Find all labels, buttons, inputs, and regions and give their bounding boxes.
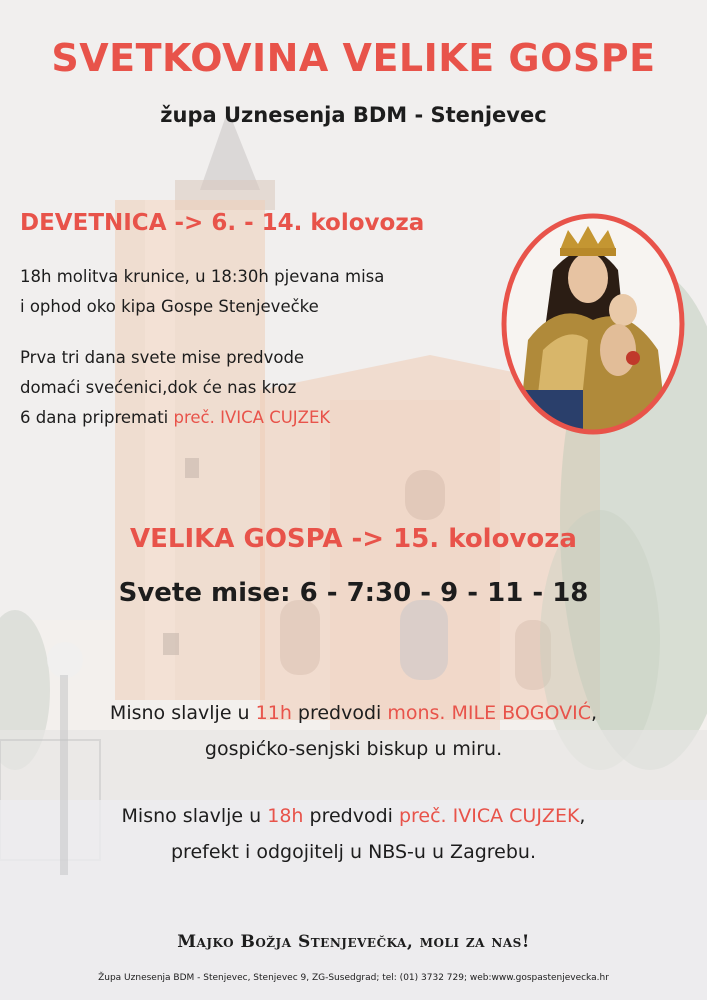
- novena-line-4: domaći svećenici,dok će nas kroz: [20, 378, 297, 397]
- mass-11h-middle: predvodi: [291, 702, 388, 724]
- novena-line-5: [20, 403, 500, 433]
- mass-18h-line-2: prefekt i odgojitelj u NBS-u u Zagrebu.: [170, 841, 537, 863]
- mass-18h-info: [0, 798, 707, 870]
- mass-18h-prefix: Misno slavlje u: [121, 805, 268, 827]
- mass-11h-suffix: ,: [591, 702, 598, 724]
- mass-11h-line-2: gospićko-senjski biskup u miru.: [204, 738, 503, 760]
- novena-line-1: 18h molitva krunice, u 18:30h pjevana misa: [20, 267, 385, 286]
- mass-18h-time: 18h: [267, 805, 304, 827]
- page-title: SVETKOVINA VELIKE GOSPE: [51, 36, 656, 80]
- mass-18h-line-1: [0, 798, 707, 834]
- mass-18h-middle: predvodi: [303, 805, 399, 827]
- novena-heading: DEVETNICA -> 6. - 14. kolovoza: [20, 210, 425, 236]
- mass-11h-prefix: Misno slavlje u: [109, 702, 256, 724]
- mass-times: Svete mise: 6 - 7:30 - 9 - 11 - 18: [118, 578, 589, 608]
- footer-contact: Župa Uznesenja BDM - Stenjevec, Stenjevec 9, ZG-Susedgrad; tel: (01) 3732 729; web:www.gospastenjevecka.hr: [98, 973, 609, 983]
- mass-11h-celebrant: mons. MILE BOGOVIĆ: [387, 702, 592, 724]
- novena-priest-name: preč. IVICA CUJZEK: [173, 408, 331, 427]
- madonna-portrait-image: [498, 210, 688, 438]
- page-subtitle: župa Uznesenja BDM - Stenjevec: [160, 103, 547, 127]
- mass-11h-line-1: [0, 695, 707, 731]
- novena-line-3: Prva tri dana svete mise predvode: [20, 348, 305, 367]
- mass-18h-suffix: ,: [579, 805, 586, 827]
- novena-line-5-prefix: 6 dana pripremati: [20, 408, 174, 427]
- novena-priests: [20, 343, 500, 433]
- novena-schedule: [20, 262, 500, 322]
- feast-heading: VELIKA GOSPA -> 15. kolovoza: [130, 524, 577, 554]
- mass-11h-info: [0, 695, 707, 767]
- novena-line-2: i ophod oko kipa Gospe Stenjevečke: [20, 297, 319, 316]
- mass-18h-celebrant: preč. IVICA CUJZEK: [398, 805, 580, 827]
- mass-11h-time: 11h: [255, 702, 292, 724]
- closing-prayer: Majko Božja Stenjevečka, moli za nas!: [177, 932, 530, 952]
